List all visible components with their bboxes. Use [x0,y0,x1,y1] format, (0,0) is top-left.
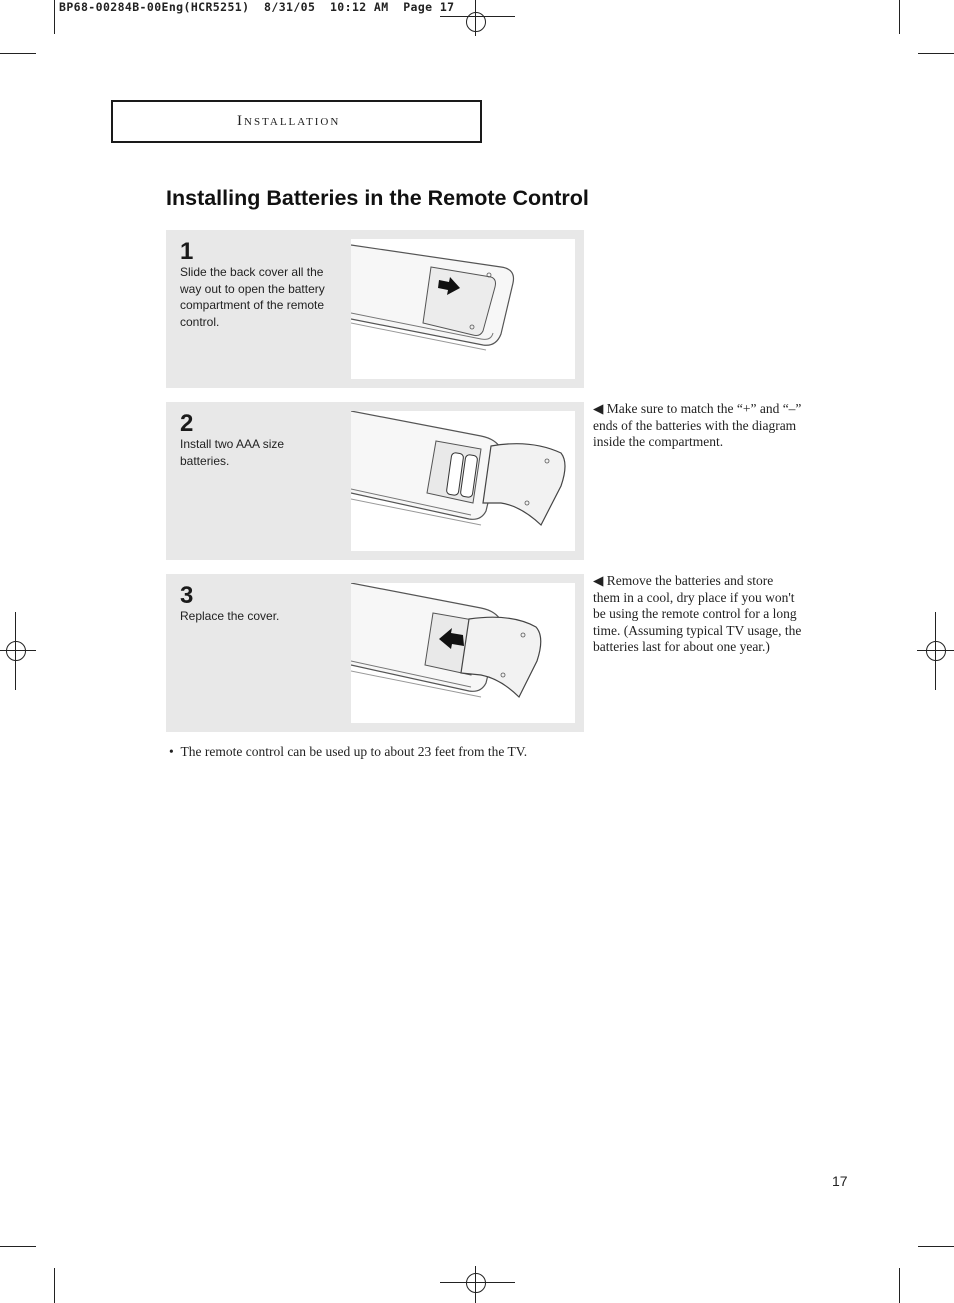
step-3 [166,574,584,732]
note-text: Remove the batteries and store them in a cool, dry place if you won't be using the remote control for a long time. (Assuming typical TV usage, the batteries last for about one year.) [593,573,802,654]
note-marker-icon: ◀ [593,573,604,588]
bullet-icon: • [169,744,174,759]
page-title: Installing Batteries in the Remote Control [166,186,589,210]
note-marker-icon: ◀ [593,401,604,416]
note-storage [593,573,803,656]
print-slug: BP68-00284B-00Eng(HCR5251) 8/31/05 10:12 AM Page 17 [59,0,455,14]
section-title: Installation [237,113,341,129]
step-text: Install two AAA size batteries. [180,437,285,468]
section-header [111,100,482,143]
step-number: 3 [180,582,194,609]
step-2 [166,402,584,560]
step-text: Replace the cover. [180,609,280,623]
note-polarity [593,401,803,451]
remote-batteries-illustration [351,411,575,551]
step-1 [166,230,584,388]
bullet-text: The remote control can be used up to about 23 feet from the TV. [180,744,528,759]
step-number: 1 [180,238,194,265]
page-number: 17 [832,1173,848,1189]
step-text: Slide the back cover all the way out to open the battery compartment of the remote control. [180,265,325,329]
step-number: 2 [180,410,194,437]
note-text: Make sure to match the “+” and “–” ends of the batteries with the diagram inside the compartment. [593,401,802,449]
remote-open-cover-illustration [351,239,575,379]
range-note [169,744,527,760]
remote-replace-cover-illustration [351,583,575,723]
